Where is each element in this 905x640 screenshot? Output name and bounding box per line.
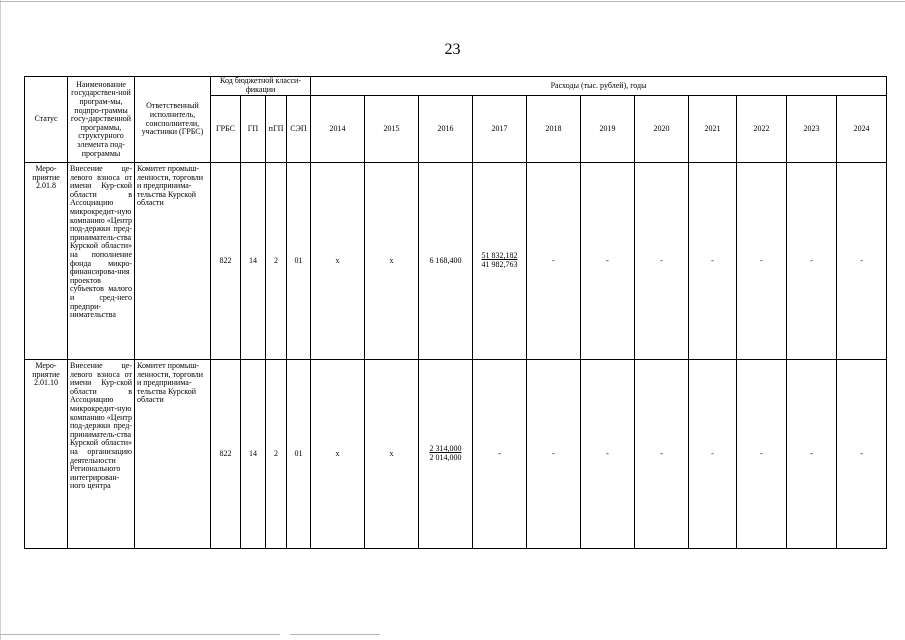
budget-table <box>24 76 887 549</box>
row-value-2018: - <box>527 360 581 549</box>
scan-left-edge <box>0 0 1 640</box>
row-value-2016-initial: 2 314,000 <box>429 444 462 454</box>
col-year-header: 2014 <box>311 96 365 163</box>
row-value-2017 <box>473 163 527 360</box>
row-grbs: 822 <box>211 360 241 549</box>
row-value-2014: x <box>311 360 365 549</box>
row-value-2024: - <box>837 163 887 360</box>
col-grbs-header: ГРБС <box>211 96 241 163</box>
row-value-2017-initial: 51 832,182 <box>481 251 518 261</box>
row-gp: 14 <box>241 360 266 549</box>
row-value-2016 <box>419 360 473 549</box>
col-year-header: 2020 <box>635 96 689 163</box>
row-value-2020: - <box>635 360 689 549</box>
row-value-2021: - <box>689 163 737 360</box>
code-group-header: Код бюджетной класси-фикации <box>211 77 311 96</box>
row-value-2017: - <box>473 360 527 549</box>
col-year-header: 2018 <box>527 96 581 163</box>
row-value-2022: - <box>737 360 787 549</box>
row-value-2023: - <box>787 360 837 549</box>
row-sep: 01 <box>287 360 311 549</box>
col-gp-header: ГП <box>241 96 266 163</box>
footer-scan-line <box>290 634 380 635</box>
row-pgp: 2 <box>266 360 287 549</box>
col-name-header: Наименование государствен-ной програм-мы, подпро-граммы госу-дарственной программы, структурного элемента под-программы <box>68 77 135 163</box>
expenses-group-header: Расходы (тыс. рублей), годы <box>311 77 887 96</box>
row-executor: Комитет промыш-ленности, торговли и предпринима-тельства Курской области <box>135 360 211 549</box>
row-value-2017-revised: 41 982,763 <box>481 260 518 269</box>
row-value-2015: x <box>365 360 419 549</box>
row-value-2018: - <box>527 163 581 360</box>
row-value-2016: 6 168,400 <box>419 163 473 360</box>
header-row-1 <box>25 77 887 96</box>
col-year-header: 2019 <box>581 96 635 163</box>
row-value-2023: - <box>787 163 837 360</box>
row-status: Меро-приятие 2.01.8 <box>25 163 68 360</box>
row-pgp: 2 <box>266 163 287 360</box>
col-status-header: Статус <box>25 77 68 163</box>
row-name: Внесение це-левого взноса от имени Кур-ской области в Ассоциацию микрокредит-ную компанию «Центр под-держки пред-приниматель-ства Курской области» на организацию деятельности Регионального интегрирован-ного центра <box>68 360 135 549</box>
col-year-header: 2024 <box>837 96 887 163</box>
row-value-2022: - <box>737 163 787 360</box>
row-name: Внесение це-левого взноса от имени Кур-ской области в Ассоциацию микрокредит-ную компанию «Центр под-держки пред-приниматель-ства Курской области» на пополнение фонда микро-финансирова-ния проектов субъектов малого и сред-него предпри-нимательства <box>68 163 135 360</box>
row-value-2021: - <box>689 360 737 549</box>
row-value-2015: x <box>365 163 419 360</box>
row-value-2020: - <box>635 163 689 360</box>
col-pgp-header: пГП <box>266 96 287 163</box>
col-year-header: 2023 <box>787 96 837 163</box>
scan-top-edge <box>0 1 905 2</box>
table-row <box>25 163 887 360</box>
col-year-header: 2015 <box>365 96 419 163</box>
row-value-2019: - <box>581 360 635 549</box>
col-year-header: 2016 <box>419 96 473 163</box>
row-gp: 14 <box>241 163 266 360</box>
row-value-2019: - <box>581 163 635 360</box>
col-year-header: 2021 <box>689 96 737 163</box>
row-sep: 01 <box>287 163 311 360</box>
page-number: 23 <box>444 41 461 58</box>
col-year-header: 2017 <box>473 96 527 163</box>
row-status: Меро-приятие 2.01.10 <box>25 360 68 549</box>
col-executor-header: Ответственный исполнитель, соисполнители, участники (ГРБС) <box>135 77 211 163</box>
row-value-2024: - <box>837 360 887 549</box>
col-year-header: 2022 <box>737 96 787 163</box>
row-grbs: 822 <box>211 163 241 360</box>
col-sep-header: СЭП <box>287 96 311 163</box>
row-executor: Комитет промыш-ленности, торговли и предпринима-тельства Курской области <box>135 163 211 360</box>
table-row <box>25 360 887 549</box>
row-value-2016-revised: 2 014,000 <box>429 453 462 462</box>
row-value-2014: x <box>311 163 365 360</box>
footer-scan-line <box>0 634 280 635</box>
